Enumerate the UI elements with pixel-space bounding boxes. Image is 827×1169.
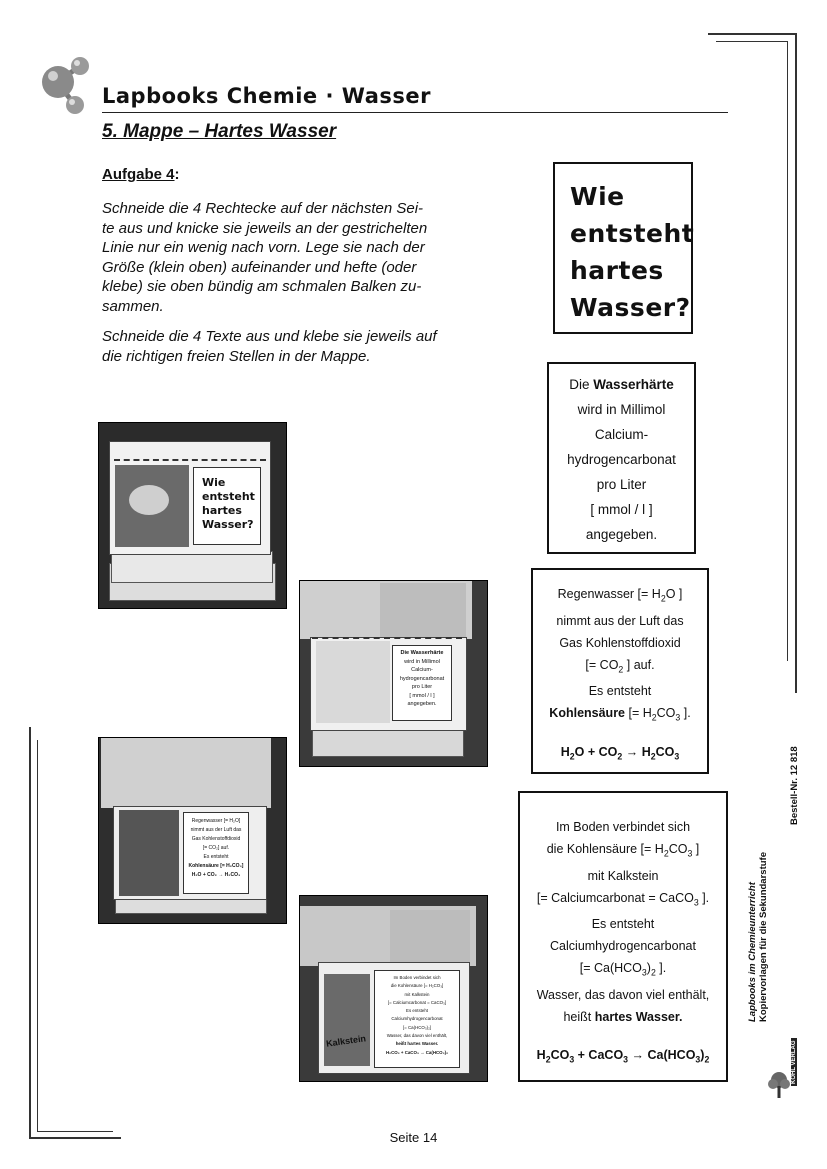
publisher-logo: KOHL VERLAG <box>765 1040 801 1100</box>
frame-bottom-left-v2 <box>37 740 38 1132</box>
photo-lapbook-step-1: Wie entsteht hartes Wasser? <box>98 422 287 609</box>
photo-lapbook-step-4: Kalkstein Im Boden verbindet sich die Kohlensäure [= H₂CO₃] mit Kalkstein [= Calciumcarbonat = CaCO₃] Es entsteht Calciumhydrogencarbonat [= Ca(HCO₃)₂] Wasser, das davon viel enthält, heißt hartes Wasser. H₂CO₃ + CaCO₃ → Ca(HCO₃)₂ <box>299 895 488 1082</box>
frame-top-right-v2 <box>787 41 788 661</box>
equation-carbonic-acid: $H_2O + CO_2 \to H_2CO_3$ <box>560 744 680 761</box>
task-paragraph-1: Schneide die 4 Rechtecke auf der nächsten Sei- te aus und knicke sie jeweils an der gestrichelten Linie nur ein wenig nach vorn. Lege sie nach der Größe (klein oben) aufeinander und hefte (oder klebe) sie oben bündig am schmalen Balken zu- sammen. <box>102 200 428 315</box>
equation-hard-water: $H_2CO_3$ + CaCO$_3$ → $Ca(HCO_3)_2$ <box>536 1047 710 1064</box>
header-title: Lapbooks Chemie · Wasser <box>102 84 431 108</box>
photo-lapbook-step-2: Die Wasserhärte wird in Millimol Calcium- hydrogencarbonat pro Liter [ mmol / l ] angegeben. <box>299 580 488 767</box>
card-water-hardness: Die Wasserhärte wird in Millimol Calcium- hydrogencarbonat pro Liter [ mmol / l ] angegeben. <box>547 362 696 554</box>
side-publication-info: Lapbooks im Chemieunterricht Kopiervorlagen für die Sekundarstufe <box>747 852 769 1022</box>
frame-top-right-h2 <box>716 41 788 42</box>
frame-top-right-v <box>795 33 797 693</box>
card-hard-water: Im Boden verbindet sich die Kohlensäure [= $H_2CO_3$ ] mit Kalkstein [= Calciumcarbonat = CaCO$_3$ ]. Es entsteht Calciumhydrogencarbonat [= $Ca(HCO_3)_2$ ]. Wasser, das davon viel enthält, heißt hartes Wasser. $H_2CO_3$ + CaCO$_3$ → $Ca(HCO_3)_2$ <box>518 791 728 1082</box>
order-number: Bestell-Nr. 12 818 <box>789 746 800 825</box>
frame-top-right-h <box>708 33 796 35</box>
header-rule <box>102 112 728 113</box>
question-card: Wie entsteht hartes Wasser? <box>553 162 693 334</box>
frame-bottom-left-v <box>29 727 31 1139</box>
tree-logo-icon <box>767 1070 791 1100</box>
task-paragraph-2: Schneide die 4 Texte aus und klebe sie jeweils auf die richtigen freien Stellen in der Mappe. <box>102 328 437 365</box>
molecule-logo-icon <box>38 55 94 117</box>
page-number: Seite 14 <box>389 1130 438 1145</box>
card-rainwater: Regenwasser [= $H_2O$ ] nimmt aus der Luft das Gas Kohlenstoffdioxid [= $CO_2$ ] auf. Es entsteht Kohlensäure [= $H_2CO_3$ ]. $H_2O + CO_2 \to H_2CO_3$ <box>531 568 709 774</box>
photo-lapbook-step-3: Regenwasser [= H₂O] nimmt aus der Luft das Gas Kohlenstoffdioxid [= CO₂] auf. Es entsteht Kohlensäure [= H₂CO₃] H₂O + CO₂ → H₂CO₃ <box>98 737 287 924</box>
task-label: Aufgabe 4: <box>102 166 180 183</box>
section-title: 5. Mappe – Hartes Wasser <box>102 121 337 142</box>
